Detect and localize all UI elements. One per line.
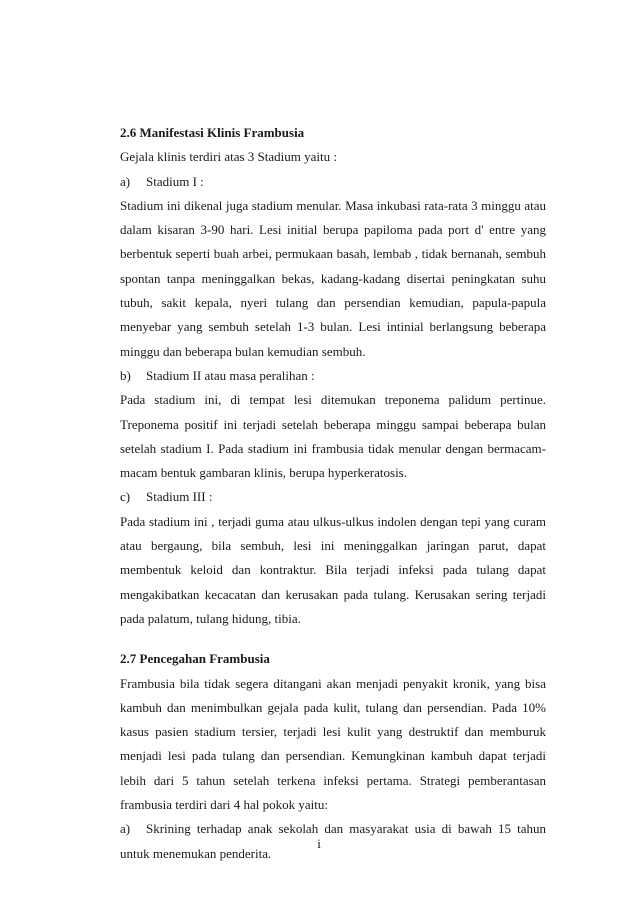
stadium-3-title <box>120 485 546 509</box>
paragraph-line: pada palatum, tulang hidung, tibia. <box>120 610 301 626</box>
paragraph-line: menyebar yang sembuh setelah 1-3 bulan. Lesi intinial berlangsung beberapa <box>120 319 546 335</box>
paragraph-line: kasus pasien stadium tersier, terjadi lesi kulit yang destruktif dan memburuk <box>120 724 546 740</box>
page-content <box>120 121 546 866</box>
paragraph-line: kambuh dan menimbulkan gejala pada kulit, tulang dan persendian. Pada 10% <box>120 699 546 715</box>
paragraph-line: Treponema positif ini terjadi setelah beberapa minggu sampai beberapa bulan <box>120 416 546 432</box>
stadium-1-label: Stadium I : <box>146 173 204 189</box>
paragraph-line: minggu dan beberapa bulan kemudian sembuh. <box>120 343 366 359</box>
paragraph-line: lebih dari 5 tahun setelah terkena infeksi pertama. Strategi pemberantasan <box>120 772 546 788</box>
stadium-2-title <box>120 364 546 388</box>
paragraph-line: Stadium ini dikenal juga stadium menular. Masa inkubasi rata-rata 3 minggu atau <box>120 197 546 213</box>
paragraph-line: macam bentuk gambaran klinis, berupa hyperkeratosis. <box>120 465 407 481</box>
paragraph-line: menjadi lesi pada tulang dan persendian. Kemungkinan kambuh dapat terjadi <box>120 748 546 764</box>
paragraph-line: Frambusia bila tidak segera ditangani akan menjadi penyakit kronik, yang bisa <box>120 675 546 691</box>
stadium-1-title <box>120 170 546 194</box>
stadium-3-label: Stadium III : <box>146 489 213 505</box>
stadium-2-label: Stadium II atau masa peralihan : <box>146 367 315 383</box>
paragraph-line: spontan tanpa meninggalkan bekas, kadang-kadang disertai peningkatan suhu <box>120 270 546 286</box>
paragraph-line: dalam kisaran 3-90 hari. Lesi initial berupa papiloma pada port d' entre yang <box>120 222 546 238</box>
paragraph-line: Pada stadium ini , terjadi guma atau ulkus-ulkus indolen dengan tepi yang curam <box>120 513 546 529</box>
paragraph-line: Pada stadium ini, di tempat lesi ditemukan treponema palidum pertinue. <box>120 392 546 408</box>
paragraph-line: berbentuk seperti buah arbei, permukaan basah, lembab , tidak bernanah, sembuh <box>120 246 546 262</box>
section-intro: Gejala klinis terdiri atas 3 Stadium yaitu : <box>120 149 337 165</box>
paragraph-line: tubuh, sakit kepala, nyeri tulang dan persendian kemudian, papula-papula <box>120 295 546 311</box>
list-item-a-text: Skrining terhadap anak sekolah dan masyarakat usia di bawah 15 tahun <box>146 821 546 837</box>
paragraph-line: untuk menemukan penderita. <box>120 845 272 861</box>
paragraph-line: membentuk keloid dan kontraktur. Bila terjadi infeksi pada tulang dapat <box>120 562 546 578</box>
list-marker: c) <box>120 489 131 505</box>
section-spacer <box>120 631 546 647</box>
section-heading-2-6: 2.6 Manifestasi Klinis Frambusia <box>120 125 305 140</box>
list-marker: b) <box>120 367 131 383</box>
list-marker: a) <box>120 821 131 837</box>
paragraph-line: setelah stadium I. Pada stadium ini frambusia tidak menular dengan bermacam- <box>120 440 546 456</box>
paragraph-line: frambusia terdiri dari 4 hal pokok yaitu: <box>120 797 328 813</box>
page-number: i <box>317 836 321 851</box>
list-marker: a) <box>120 173 131 189</box>
section-heading-2-7: 2.7 Pencegahan Frambusia <box>120 651 270 667</box>
paragraph-line: atau bergaung, bila sembuh, lesi ini meninggalkan jaringan parut, dapat <box>120 538 546 554</box>
paragraph-line: mengakibatkan kecacatan dan kerusakan pada tulang. Kerusakan sering terjadi <box>120 586 546 602</box>
